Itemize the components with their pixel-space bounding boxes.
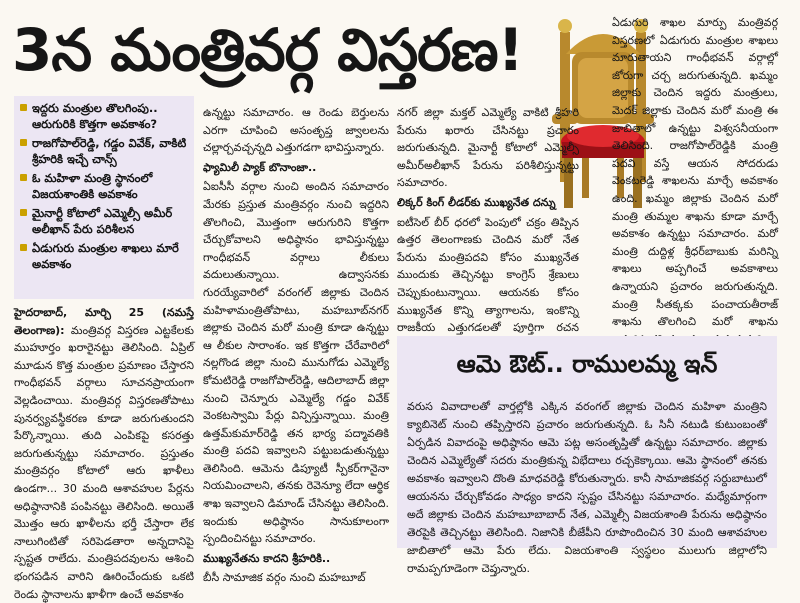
article-column-2 (203, 104, 389, 585)
article-column-4 (612, 14, 778, 332)
highlight-item: ఓ మహిళా మంత్రి స్థానంలో విజయశాంతికి అవకాశం (20, 170, 188, 202)
bullet-icon (20, 244, 27, 251)
article-paragraph: ఐటీసెల్ బీర్ ధరలో పెంపులో చక్రం తిప్పిన ఉత్తర తెలంగాణకు చెందిన మరో నేత పేరును మంత్రిపదవి కోసం ముఖ్యనేత ముందుకు తెచ్చినట్టు కాంగ్రెస్ శ్రేణులు చెప్పుకుంటున్నాయి. ఆయనకు కోసం ముఖ్యనేత కొన్ని త్యాగాలను, ఇంకొన్ని రాజకీయ ఎత్తుగడలతో పూర్తిగా రచన (397, 215, 579, 335)
dateline: హైదరాబాద్, మార్చి 25 (నమస్తే తెలంగాణ): (14, 306, 194, 337)
article-column-3 (397, 104, 579, 335)
sidebar-text: వరుస వివాదాలతో వార్తల్లోకి ఎక్కిన వరంగల్ జిల్లాకు చెందిన మహిళా మంత్రిని క్యాబినెట్ నుంచి తప్పిస్తారని ప్రచారం జరుగుతున్నది. ఓ సినీ నటుడి కుటుంబంతో ఏర్పడిన వివాదంపై అధిష్ఠానం ఆమె పట్ల అసంతృప్తితో ఉన్నట్టు సమాచారం. జిల్లాకు చెందిన ఎమ్మెల్యేతో సదరు మంత్రికున్న విభేదాలు రచ్చకెక్కాయి. ఆమె స్థానంలో తనకు అవకాశం ఇవ్వాలని దొంతి మాధవరెడ్డి కోరుతున్నారు. కానీ సామాజికవర్గ సర్దుబాటులో ఆయనను చేర్చుకోవడం సాధ్యం కాదని స్పష్టం చేసినట్టు సమాచారం. మధ్యేమార్గంగా అదే జిల్లాకు చెందిన మహబూబాబాద్ నేత, ఎమ్మెల్సీ విజయశాంతి పేరును అధిష్ఠానం తెరపైకి తెచ్చినట్టు తెలిసింది. నిజానికి బీజేపీని రూపొందించిన 30 మంది ఆశావహుల జాబితాలో ఆమె పేరు లేదు. విజయశాంతి స్వస్థలం ములుగు జిల్లాలోని రామప్పగూడెంగా చెప్తున్నారు. (407, 400, 767, 575)
headline: 3న మంత్రివర్గ విస్తరణ! (12, 16, 523, 84)
article-column-1 (14, 304, 194, 601)
article-paragraph: నగర్ జిల్లా మక్తల్ ఎమ్మెల్యే వాకిటి శ్రీహరి పేరును ఖరారు చేసినట్టు ప్రచారం జరుగుతున్నది. మైనార్టీ కోటాలో ఎమ్మెల్సీ అమీర్‌అలీఖాన్ పేరును పరిశీలిస్తున్నట్టు సమాచారం. (397, 106, 579, 190)
bullet-icon (20, 104, 27, 111)
article-paragraph: ఏడుగురి శాఖల మార్పు మంత్రివర్గ విస్తరణలో ఏడుగురు మంత్రుల శాఖలు మారుతాయని గాంధీభవన్ వర్గాల్లో జోరుగా చర్చ జరుగుతున్నది. ఖమ్మం జిల్లాకు చెందిన ఇద్దరు మంత్రులు, మెదక్ జిల్లాకు చెందిన మరో మంత్రి ఈ జాబితాలో ఉన్నట్టు విశ్వసనీయంగా తెలిసింది. రాజగోపాల్‌రెడ్డికి మంత్రి పదవి వస్తే ఆయన సోదరుడు వెంకటరెడ్డి శాఖలను మార్చే అవకాశం ఉంది. ఖమ్మం జిల్లాకు చెందిన మరో మంత్రి తుమ్మల శాఖను కూడా మార్చే అవకాశం ఉన్నట్టు సమాచారం. మరో మంత్రి దుద్దిళ్ల శ్రీధర్‌బాబుకు మరిన్ని శాఖలు అప్పగించే అవకాశాలు ఉన్నాయని ప్రచారం జరుగుతున్నది. మంత్రి సీతక్కకు పంచాయతీరాజ్ శాఖను తొలగించి మరో శాఖను (612, 16, 778, 329)
highlight-item: మైనార్టీ కోటాలో ఎమ్మెల్సీ అమీర్ అలీఖాన్ పేరు పరిశీలన (20, 205, 188, 237)
highlight-item: ఇద్దరు మంత్రుల తొలగింపు.. ఆరుగురికి కొత్తగా అవకాశం? (20, 100, 188, 132)
subheading: ఫ్యామిలీ ప్యాక్ బొనాంజా.. (203, 160, 317, 174)
sidebar-body (397, 392, 777, 575)
highlight-item: రాజగోపాల్‌రెడ్డి, గడ్డం వివేక్, వాకిటి శ్రీహరికి ఇచ్చే చాన్స్ (20, 135, 188, 167)
article-text: మంత్రివర్గ విస్తరణ ఎట్టకేలకు ముహూర్తం ఖరారైనట్టు తెలిసింది. ఏప్రిల్ మూడున కొత్త మంత్రుల ప్రమాణం చేస్తారని గాంధీభవన్ వర్గాలు సూచనప్రాయంగా వెల్లడించాయి. మంత్రివర్గ విస్తరణతోపాటు పునర్వ్యవస్థీకరణ కూడా జరుగుతుందని పేర్కొన్నాయి. తుది ఎంపికపై కసరత్తు జరుగుతున్నట్టు సమాచారం. ప్రస్తుతం మంత్రివర్గం కోటాలో ఆరు ఖాళీలు ఉండగా... 30 మంది ఆశావహుల పేర్లను అధిష్ఠానానికి పంపినట్టు తెలిసింది. అయితే మొత్తం ఆరు ఖాళీలను భర్తీ చేస్తారా లేక నాలుగింటితో సరిపెడతారా అన్నదానిపై స్పష్టత రాలేదు. మంత్రిపదవులను ఆశించి భంగపడిన వారిని ఊరించేందుకు ఒకటి రెండు స్థానాలను ఖాళీగా ఉంచే అవకాశం (14, 323, 194, 601)
bullet-icon (20, 139, 27, 146)
subheading: ముఖ్యనేతను కాదని శ్రీహరికి.. (203, 551, 331, 565)
sidebar-title: ఆమె ఔట్.. రాములమ్మ ఇన్ (456, 350, 718, 378)
article-paragraph: బీసీ సామాజిక వర్గం నుంచి మహబూబ్ (203, 571, 366, 585)
bullet-icon (20, 174, 27, 181)
highlight-item: ఏడుగురు మంత్రుల శాఖలు మారే అవకాశం (20, 240, 188, 272)
subheading: లిక్కర్ కింగ్ లీడర్‌కు ముఖ్యనేత దన్ను (397, 195, 556, 209)
article-paragraph: ఉన్నట్టు సమాచారం. ఆ రెండు బెర్తులను ఎరగా చూపించి అసంతృప్త జ్వాలలను చల్లార్చవచ్చన్నది ఎత్తుగడగా భావిస్తున్నారు. (203, 106, 389, 155)
sidebar-header (397, 336, 777, 392)
highlights-box (14, 96, 194, 299)
bullet-icon (20, 209, 27, 216)
article-paragraph: ఏఐసీసీ వర్గాల నుంచి అందిన సమాచారం మేరకు ప్రస్తుత మంత్రివర్గం నుంచి ఇద్దరిని తొలగించి, మొత్తంగా ఆరుగురిని కొత్తగా చేర్చుకోవాలని అధిష్ఠానం భావిస్తున్నట్టు గాంధీభవన్ వర్గాలు లీకులు వదులుతున్నాయి. ఉద్వాసనకు గురయ్యేవారిలో వరంగల్ జిల్లాకు చెందిన మహిళామంత్రితోపాటు, మహబూబ్‌నగర్ జిల్లాకు చెందిన మరో మంత్రి కూడా ఉన్నట్టు ఆ లీకుల సారాంశం. ఇక కొత్తగా చేరేవారిలో నల్లగొండ జిల్లా నుంచి మునుగోడు ఎమ్మెల్యే కోమటిరెడ్డి రాజగోపాల్‌రెడ్డి, ఆదిలాబాద్ జిల్లా నుంచి చెన్నూరు ఎమ్మెల్యే గడ్డం వివేక్ వెంకటస్వామి పేర్లు విన్పిస్తున్నాయి. మంత్రి ఉత్తమ్‌కుమార్‌రెడ్డి తన భార్య పద్మావతికి మంత్రి పదవి ఇవ్వాలని పట్టుబడుతున్నట్టు తెలిసింది. ఆమెను డిప్యూటీ స్పీకర్‌గానైనా నియమించాలని, తనకు రెవెన్యూ లేదా ఆర్థిక శాఖ ఇవ్వాలని డిమాండ్ చేసినట్టు తెలిసింది. ఇందుకు అధిష్ఠానం సానుకూలంగా స్పందించినట్టు సమాచారం. (203, 180, 389, 546)
